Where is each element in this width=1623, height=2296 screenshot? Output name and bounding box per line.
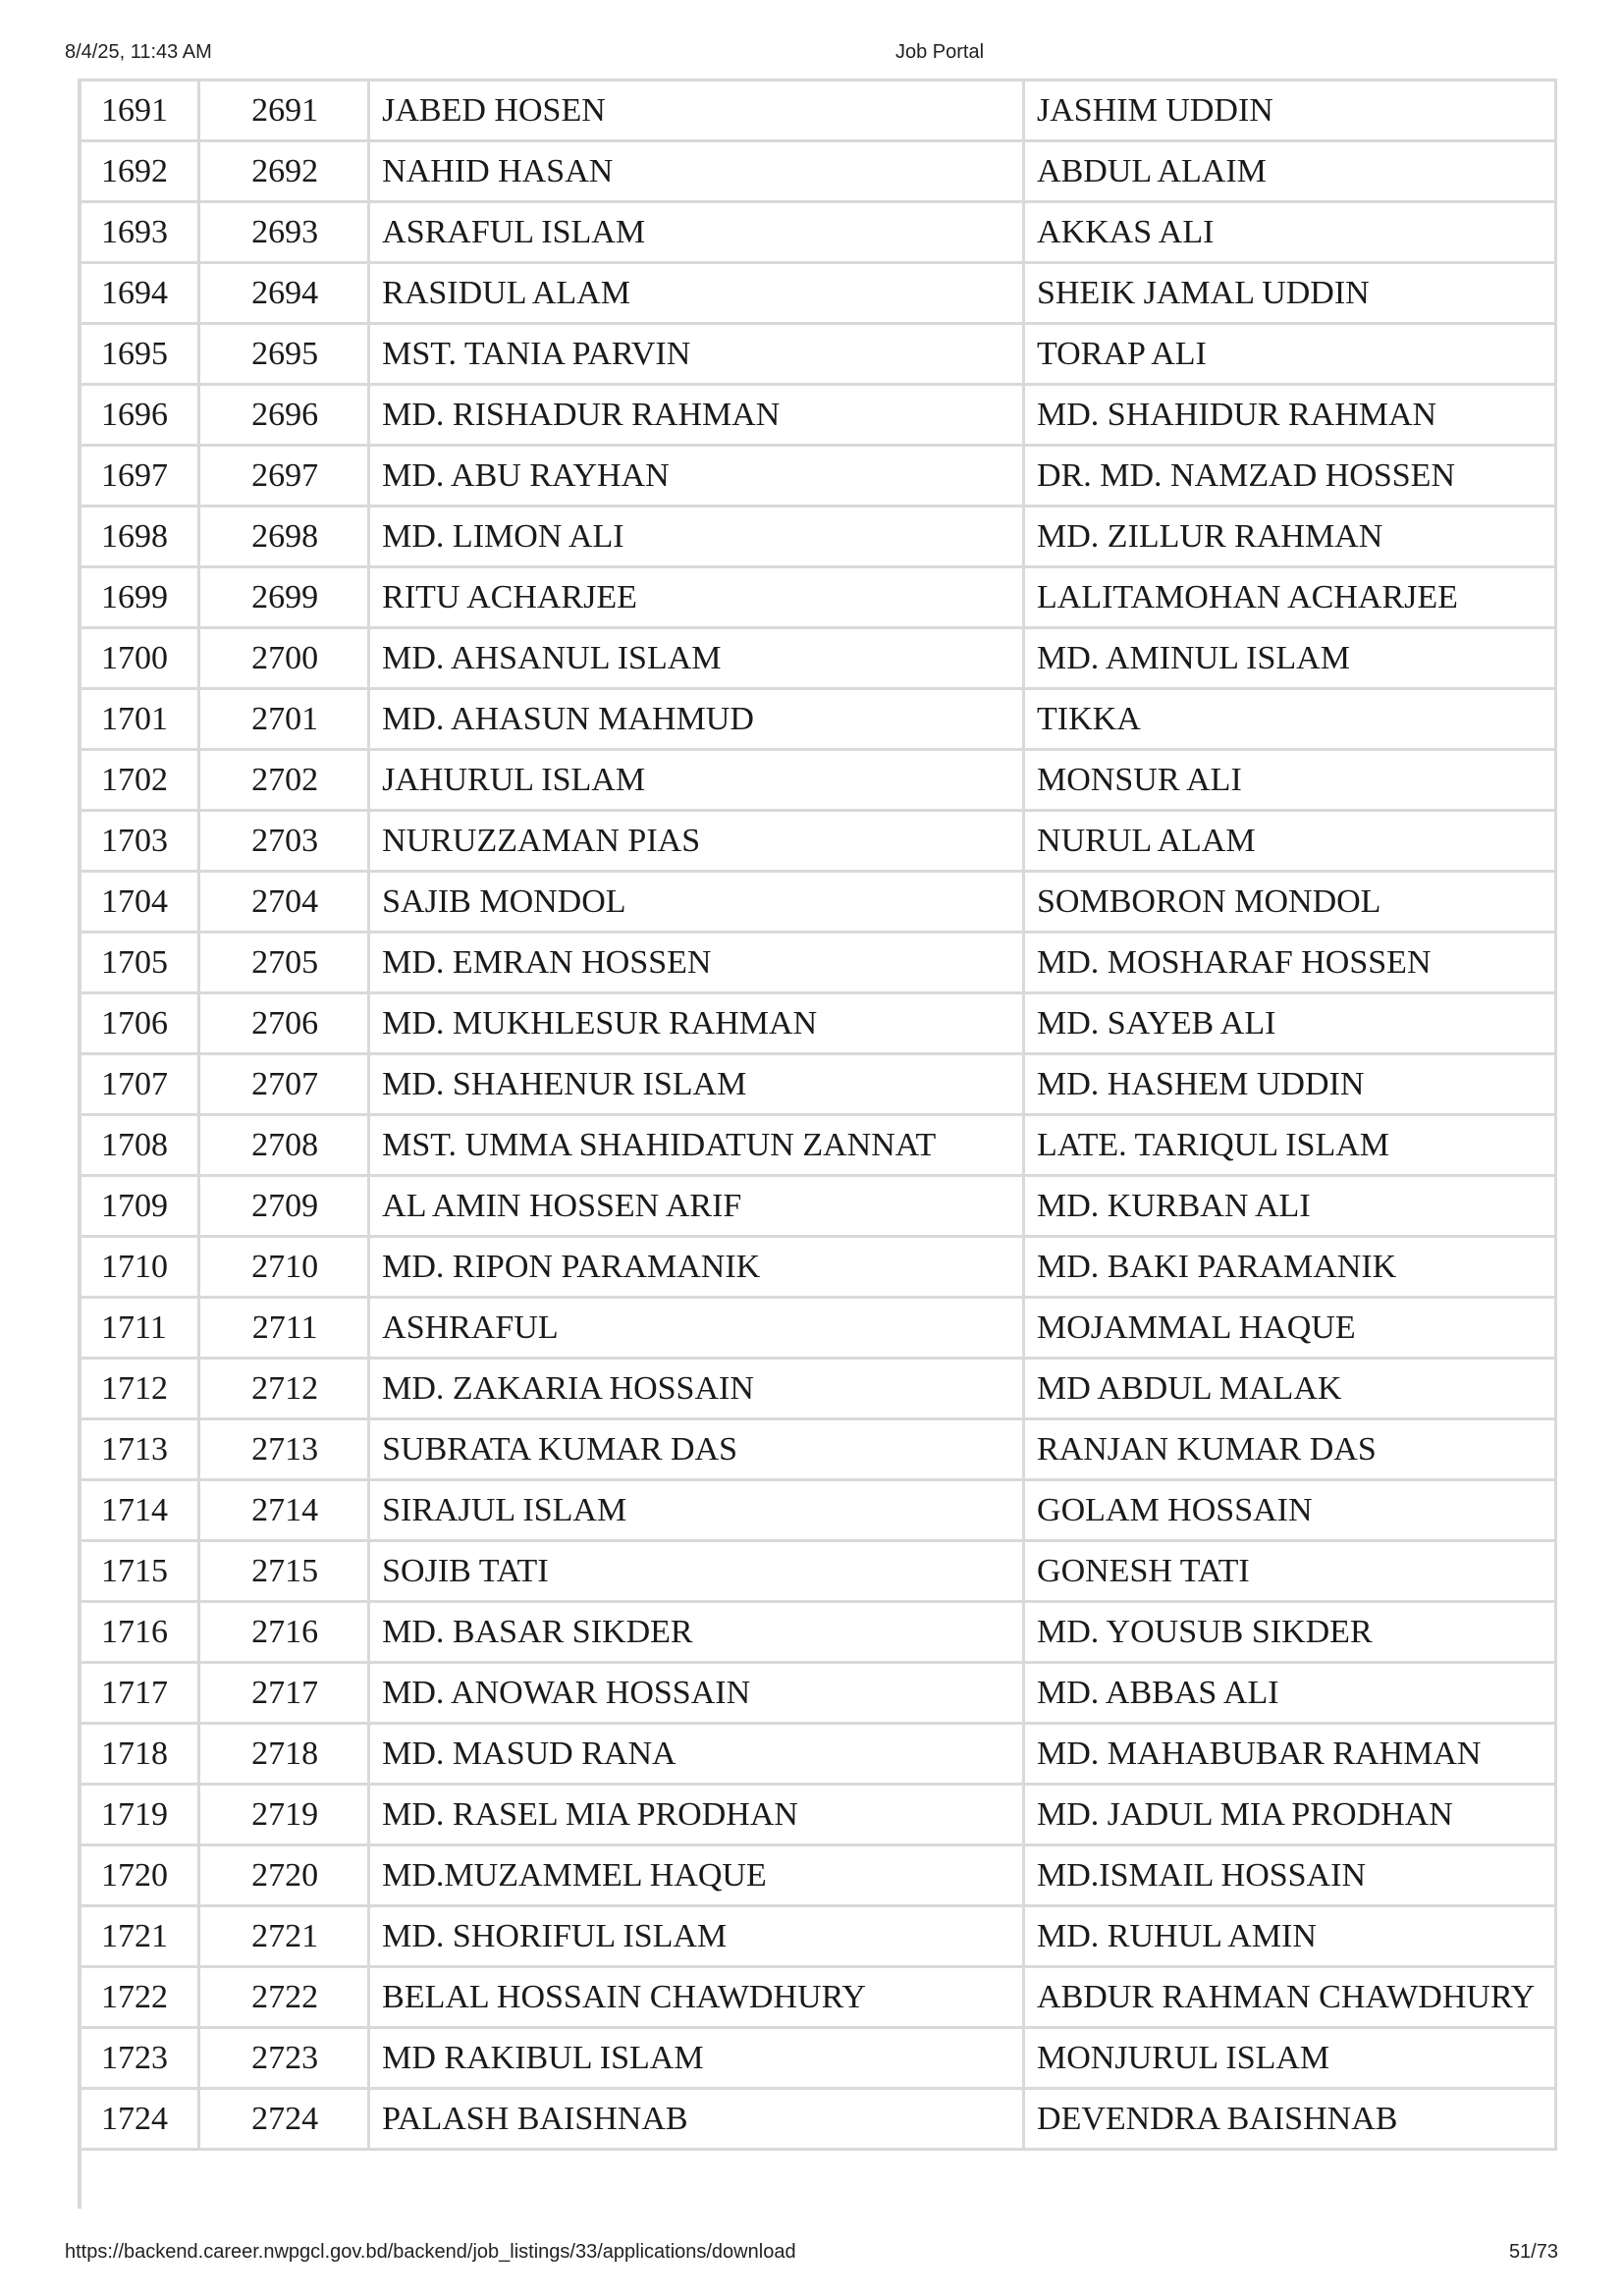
father-name-cell: SOMBORON MONDOL — [1025, 873, 1554, 931]
father-name-cell: LALITAMOHAN ACHARJEE — [1025, 568, 1554, 626]
roll-cell: 2705 — [200, 934, 367, 991]
roll-cell: 2706 — [200, 994, 367, 1052]
roll-cell: 2717 — [200, 1664, 367, 1722]
applicant-name-cell: MD.MUZAMMEL HAQUE — [370, 1846, 1022, 1904]
serial-cell: 1709 — [81, 1177, 197, 1235]
father-name-cell: MD. MAHABUBAR RAHMAN — [1025, 1725, 1554, 1783]
serial-cell: 1704 — [81, 873, 197, 931]
serial-cell: 1708 — [81, 1116, 197, 1174]
roll-cell: 2716 — [200, 1603, 367, 1661]
roll-cell: 2711 — [200, 1299, 367, 1357]
father-name-cell: MD. YOUSUB SIKDER — [1025, 1603, 1554, 1661]
serial-cell: 1717 — [81, 1664, 197, 1722]
serial-cell: 1692 — [81, 142, 197, 200]
roll-cell: 2709 — [200, 1177, 367, 1235]
father-name-cell: GOLAM HOSSAIN — [1025, 1481, 1554, 1539]
father-name-cell: MD. SHAHIDUR RAHMAN — [1025, 386, 1554, 444]
applicant-name-cell: NAHID HASAN — [370, 142, 1022, 200]
table-row — [81, 690, 1554, 748]
table-row — [81, 1542, 1554, 1600]
father-name-cell: DR. MD. NAMZAD HOSSEN — [1025, 447, 1554, 505]
father-name-cell: MD. HASHEM UDDIN — [1025, 1055, 1554, 1113]
father-name-cell: MD.ISMAIL HOSSAIN — [1025, 1846, 1554, 1904]
father-name-cell: MD. ABBAS ALI — [1025, 1664, 1554, 1722]
father-name-cell: SHEIK JAMAL UDDIN — [1025, 264, 1554, 322]
roll-cell: 2704 — [200, 873, 367, 931]
roll-cell: 2696 — [200, 386, 367, 444]
serial-cell: 1715 — [81, 1542, 197, 1600]
table-row — [81, 812, 1554, 870]
table-row — [81, 1177, 1554, 1235]
roll-cell: 2691 — [200, 81, 367, 139]
applicant-name-cell: JABED HOSEN — [370, 81, 1022, 139]
applicant-name-cell: MD. MUKHLESUR RAHMAN — [370, 994, 1022, 1052]
father-name-cell: MONJURUL ISLAM — [1025, 2029, 1554, 2087]
serial-cell: 1703 — [81, 812, 197, 870]
roll-cell: 2708 — [200, 1116, 367, 1174]
table-row — [81, 507, 1554, 565]
table-row — [81, 81, 1554, 139]
serial-cell: 1713 — [81, 1420, 197, 1478]
serial-cell: 1712 — [81, 1360, 197, 1417]
applicant-name-cell: MD RAKIBUL ISLAM — [370, 2029, 1022, 2087]
father-name-cell: DEVENDRA BAISHNAB — [1025, 2090, 1554, 2148]
father-name-cell: MONSUR ALI — [1025, 751, 1554, 809]
applicant-name-cell: JAHURUL ISLAM — [370, 751, 1022, 809]
roll-cell: 2712 — [200, 1360, 367, 1417]
applicant-name-cell: SIRAJUL ISLAM — [370, 1481, 1022, 1539]
serial-cell: 1701 — [81, 690, 197, 748]
father-name-cell: ABDUL ALAIM — [1025, 142, 1554, 200]
applicant-name-cell: RITU ACHARJEE — [370, 568, 1022, 626]
table-row — [81, 2029, 1554, 2087]
serial-cell: 1724 — [81, 2090, 197, 2148]
applicant-name-cell: MD. AHASUN MAHMUD — [370, 690, 1022, 748]
table-row — [81, 1055, 1554, 1113]
applicant-name-cell: MD. ABU RAYHAN — [370, 447, 1022, 505]
father-name-cell: TIKKA — [1025, 690, 1554, 748]
table-row — [81, 447, 1554, 505]
father-name-cell: AKKAS ALI — [1025, 203, 1554, 261]
roll-cell: 2720 — [200, 1846, 367, 1904]
applicant-name-cell: MD. AHSANUL ISLAM — [370, 629, 1022, 687]
father-name-cell: ABDUR RAHMAN CHAWDHURY — [1025, 1968, 1554, 2026]
table-row — [81, 1846, 1554, 1904]
serial-cell: 1718 — [81, 1725, 197, 1783]
serial-cell: 1695 — [81, 325, 197, 383]
serial-cell: 1698 — [81, 507, 197, 565]
roll-cell: 2719 — [200, 1786, 367, 1843]
serial-cell: 1722 — [81, 1968, 197, 2026]
table-row — [81, 873, 1554, 931]
roll-cell: 2722 — [200, 1968, 367, 2026]
table-row — [81, 1907, 1554, 1965]
applicant-name-cell: MD. RIPON PARAMANIK — [370, 1238, 1022, 1296]
roll-cell: 2715 — [200, 1542, 367, 1600]
table-row — [81, 1420, 1554, 1478]
applicant-name-cell: MD. LIMON ALI — [370, 507, 1022, 565]
applicant-name-cell: AL AMIN HOSSEN ARIF — [370, 1177, 1022, 1235]
serial-cell: 1693 — [81, 203, 197, 261]
roll-cell: 2693 — [200, 203, 367, 261]
table-row — [81, 1238, 1554, 1296]
serial-cell: 1706 — [81, 994, 197, 1052]
father-name-cell: LATE. TARIQUL ISLAM — [1025, 1116, 1554, 1174]
table-row — [81, 1360, 1554, 1417]
applicant-name-cell: MD. RISHADUR RAHMAN — [370, 386, 1022, 444]
applicant-name-cell: BELAL HOSSAIN CHAWDHURY — [370, 1968, 1022, 2026]
serial-cell: 1702 — [81, 751, 197, 809]
serial-cell: 1691 — [81, 81, 197, 139]
table-row — [81, 1116, 1554, 1174]
table-row — [81, 2090, 1554, 2148]
table-row — [81, 1968, 1554, 2026]
roll-cell: 2695 — [200, 325, 367, 383]
applicant-name-cell: SUBRATA KUMAR DAS — [370, 1420, 1022, 1478]
table-row — [81, 1299, 1554, 1357]
roll-cell: 2694 — [200, 264, 367, 322]
print-datetime: 8/4/25, 11:43 AM — [65, 41, 212, 63]
table-row — [81, 325, 1554, 383]
father-name-cell: TORAP ALI — [1025, 325, 1554, 383]
applicant-table-body — [81, 81, 1554, 2148]
table-row — [81, 568, 1554, 626]
serial-cell: 1705 — [81, 934, 197, 991]
roll-cell: 2698 — [200, 507, 367, 565]
page-url: https://backend.career.nwpgcl.gov.bd/backend/job_listings/33/applications/download — [65, 2241, 796, 2263]
serial-cell: 1707 — [81, 1055, 197, 1113]
roll-cell: 2703 — [200, 812, 367, 870]
applicant-name-cell: MD. SHAHENUR ISLAM — [370, 1055, 1022, 1113]
table-row — [81, 1664, 1554, 1722]
father-name-cell: MD. ZILLUR RAHMAN — [1025, 507, 1554, 565]
serial-cell: 1720 — [81, 1846, 197, 1904]
roll-cell: 2713 — [200, 1420, 367, 1478]
serial-cell: 1700 — [81, 629, 197, 687]
father-name-cell: NURUL ALAM — [1025, 812, 1554, 870]
father-name-cell: MD. BAKI PARAMANIK — [1025, 1238, 1554, 1296]
applicant-name-cell: MST. UMMA SHAHIDATUN ZANNAT — [370, 1116, 1022, 1174]
roll-cell: 2721 — [200, 1907, 367, 1965]
table-row — [81, 1786, 1554, 1843]
serial-cell: 1714 — [81, 1481, 197, 1539]
father-name-cell: MOJAMMAL HAQUE — [1025, 1299, 1554, 1357]
applicant-name-cell: ASHRAFUL — [370, 1299, 1022, 1357]
table-row — [81, 994, 1554, 1052]
roll-cell: 2701 — [200, 690, 367, 748]
father-name-cell: MD. JADUL MIA PRODHAN — [1025, 1786, 1554, 1843]
applicant-name-cell: ASRAFUL ISLAM — [370, 203, 1022, 261]
applicant-name-cell: MD. ZAKARIA HOSSAIN — [370, 1360, 1022, 1417]
table-row — [81, 142, 1554, 200]
table-row — [81, 1481, 1554, 1539]
serial-cell: 1721 — [81, 1907, 197, 1965]
applicant-name-cell: PALASH BAISHNAB — [370, 2090, 1022, 2148]
father-name-cell: MD. KURBAN ALI — [1025, 1177, 1554, 1235]
father-name-cell: MD. RUHUL AMIN — [1025, 1907, 1554, 1965]
father-name-cell: MD. MOSHARAF HOSSEN — [1025, 934, 1554, 991]
table-row — [81, 1725, 1554, 1783]
applicant-name-cell: MD. EMRAN HOSSEN — [370, 934, 1022, 991]
applicant-name-cell: SOJIB TATI — [370, 1542, 1022, 1600]
serial-cell: 1697 — [81, 447, 197, 505]
applicant-name-cell: MD. SHORIFUL ISLAM — [370, 1907, 1022, 1965]
serial-cell: 1723 — [81, 2029, 197, 2087]
table-row — [81, 629, 1554, 687]
roll-cell: 2718 — [200, 1725, 367, 1783]
table-row — [81, 751, 1554, 809]
serial-cell: 1719 — [81, 1786, 197, 1843]
roll-cell: 2697 — [200, 447, 367, 505]
applicant-table — [79, 79, 1557, 2151]
serial-cell: 1696 — [81, 386, 197, 444]
serial-cell: 1699 — [81, 568, 197, 626]
table-row — [81, 386, 1554, 444]
applicant-name-cell: MD. RASEL MIA PRODHAN — [370, 1786, 1022, 1843]
roll-cell: 2699 — [200, 568, 367, 626]
roll-cell: 2692 — [200, 142, 367, 200]
father-name-cell: GONESH TATI — [1025, 1542, 1554, 1600]
roll-cell: 2702 — [200, 751, 367, 809]
serial-cell: 1716 — [81, 1603, 197, 1661]
roll-cell: 2707 — [200, 1055, 367, 1113]
table-row — [81, 1603, 1554, 1661]
table-row — [81, 203, 1554, 261]
page-title: Job Portal — [894, 41, 985, 63]
father-name-cell: JASHIM UDDIN — [1025, 81, 1554, 139]
serial-cell: 1694 — [81, 264, 197, 322]
father-name-cell: RANJAN KUMAR DAS — [1025, 1420, 1554, 1478]
applicant-name-cell: SAJIB MONDOL — [370, 873, 1022, 931]
applicant-name-cell: MD. BASAR SIKDER — [370, 1603, 1022, 1661]
father-name-cell: MD. AMINUL ISLAM — [1025, 629, 1554, 687]
applicant-name-cell: RASIDUL ALAM — [370, 264, 1022, 322]
father-name-cell: MD ABDUL MALAK — [1025, 1360, 1554, 1417]
applicant-name-cell: MST. TANIA PARVIN — [370, 325, 1022, 383]
table-row — [81, 264, 1554, 322]
table-row — [81, 934, 1554, 991]
roll-cell: 2714 — [200, 1481, 367, 1539]
applicant-name-cell: MD. MASUD RANA — [370, 1725, 1022, 1783]
serial-cell: 1711 — [81, 1299, 197, 1357]
page-number: 51/73 — [1508, 2241, 1558, 2263]
roll-cell: 2724 — [200, 2090, 367, 2148]
serial-cell: 1710 — [81, 1238, 197, 1296]
roll-cell: 2710 — [200, 1238, 367, 1296]
father-name-cell: MD. SAYEB ALI — [1025, 994, 1554, 1052]
roll-cell: 2700 — [200, 629, 367, 687]
roll-cell: 2723 — [200, 2029, 367, 2087]
applicant-name-cell: MD. ANOWAR HOSSAIN — [370, 1664, 1022, 1722]
applicant-name-cell: NURUZZAMAN PIAS — [370, 812, 1022, 870]
